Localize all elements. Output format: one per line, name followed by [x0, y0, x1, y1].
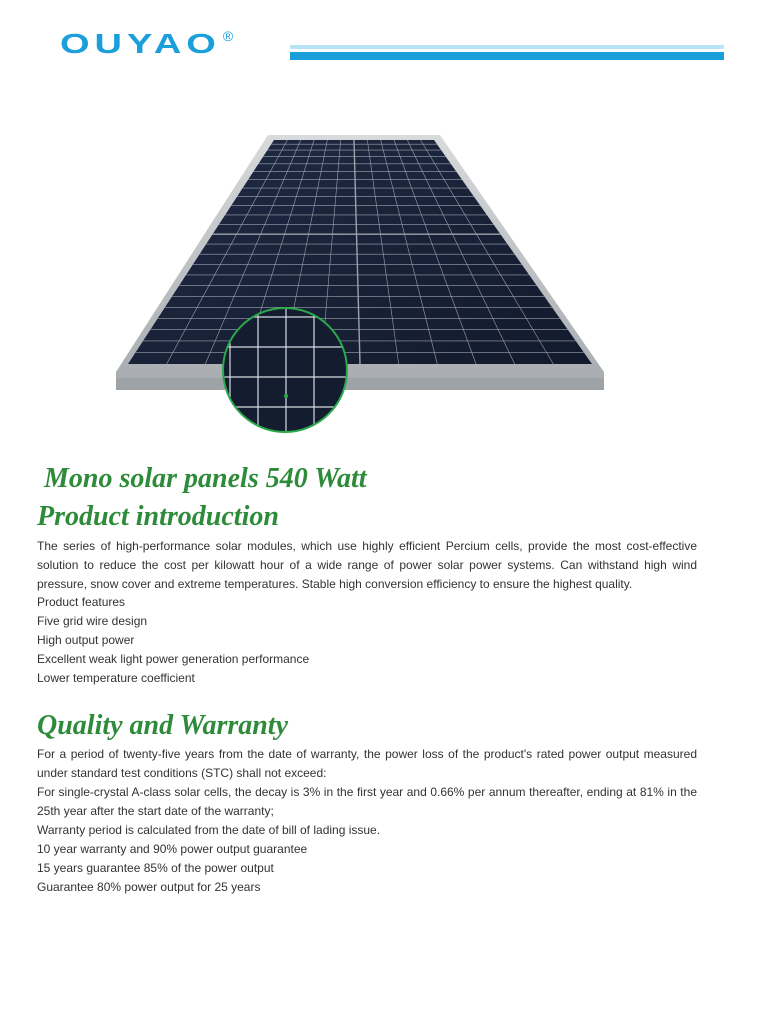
warranty-paragraph: For a period of twenty-five years from the date of warranty, the power loss of the product's rated power output measured under standard test conditions (STC) shall not exceed: [37, 747, 697, 780]
product-title: Mono solar panels 540 Watt [44, 463, 367, 494]
warranty-line: Warranty period is calculated from the date of bill of lading issue. [37, 823, 381, 837]
warranty-line: 10 year warranty and 90% power output guarantee [37, 842, 308, 856]
warranty-heading: Quality and Warranty [37, 710, 289, 741]
brand-logo [60, 30, 233, 70]
warranty-line: 15 years guarantee 85% of the power output [37, 861, 274, 875]
intro-heading: Product introduction [37, 501, 279, 532]
feature-item: Lower temperature coefficient [37, 671, 195, 685]
panel-frame-edge [116, 378, 604, 390]
solar-panel-image [110, 132, 610, 442]
header-rule-thin [290, 45, 724, 49]
feature-item: Excellent weak light power generation performance [37, 652, 310, 666]
brand-logo-text: OUYAO [60, 29, 221, 60]
feature-item: High output power [37, 633, 135, 647]
intro-paragraph: The series of high-performance solar modules, which use highly efficient Percium cells, provide the most cost-effective solution to reduce the cost per kilowatt hour of a wide range of power solar power systems. Can withstand high wind pressure, snow cover and extreme temperatures. Stable high conversion efficiency to ensure the highest quality. [37, 539, 697, 591]
features-label: Product features [37, 595, 126, 609]
header-rule-thick [290, 52, 724, 60]
warranty-paragraph: For single-crystal A-class solar cells, the decay is 3% in the first year and 0.66% per annum thereafter, ending at 81% in the 25th year after the start date of the warranty; [37, 785, 697, 818]
registered-mark: ® [222, 28, 234, 44]
feature-item: Five grid wire design [37, 614, 148, 628]
page-header [0, 0, 768, 90]
warranty-line: Guarantee 80% power output for 25 years [37, 880, 261, 894]
